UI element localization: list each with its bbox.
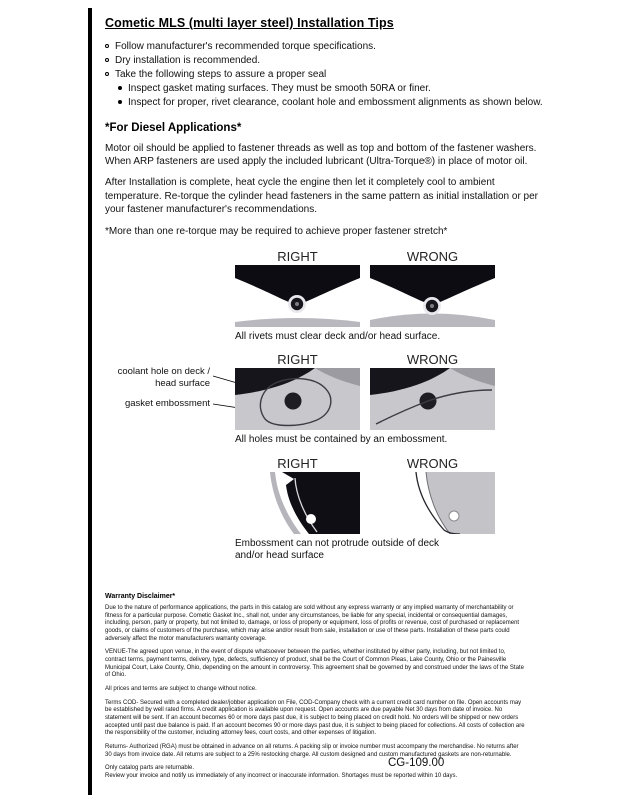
- warranty-paragraph: Only catalog parts are returnable.: [105, 765, 195, 772]
- rivet-right-diagram: [235, 265, 360, 327]
- warranty-paragraph: Returns- Authorized (RGA) must be obtained in advance on all returns. A packing slip or invoice number must accompany the merchandise. No returns after 30 days from invoice date. All returns are subject to a 25% restocking charge. All custom designed and custom manufactured gaskets are non-returnable.: [105, 744, 519, 758]
- diesel-applications-heading: *For Diesel Applications*: [105, 122, 242, 134]
- right-label: RIGHT: [277, 248, 318, 264]
- diagram-row2-panels: [105, 368, 530, 430]
- tip-text: Dry installation is recommended.: [115, 55, 261, 66]
- warranty-paragraph: VENUE-The agreed upon venue, in the event of dispute whatsoever between the parties, whether instituted by either party, including, but not limited to, contract terms, payment terms, delivery, type, defects, sufficiency of product, shall be the Court of Common Pleas, Lake County, Ohio or the Painesville Municipal Court, Lake County, Ohio, depending on the amount in controversy. This agreement shall be governed by and construed under the laws of the State of Ohio.: [105, 649, 524, 679]
- tip-text: Take the following steps to assure a proper seal: [115, 69, 327, 80]
- warranty-section: [105, 593, 525, 781]
- tip-text: Inspect for proper, rivet clearance, coolant hole and embossment alignments as shown below.: [128, 97, 543, 108]
- diesel-paragraph-1: Motor oil should be applied to fastener threads as well as top and bottom of the fastener washers. When ARP fasteners are used apply the included lubricant (Ultra-Torque®) in place of motor oil.: [105, 143, 537, 168]
- open-bullet-icon: [105, 58, 109, 62]
- wrong-label: WRONG: [406, 352, 459, 368]
- open-bullet-icon: [105, 72, 109, 76]
- diagram-row1-labels: [105, 249, 530, 265]
- diagram-row1-panels: [105, 265, 530, 327]
- tip-sub-item: [118, 96, 553, 109]
- warranty-paragraph: Due to the nature of performance applications, the parts in this catalog are sold without any express warranty or any implied warranty of merchantability or fitness for a particular purpose. Cometic Gasket Inc., shall not, under any circumstances, be liable for any special, incidental or consequential damages, including, person, party or property, but not limited to, damage, or loss of property or equipment, loss of profits or revenue, cost of purchased or replacement goods, or claims of customers of the purchase, which may arise and/or result from sale, installation or use of these parts. Installation of these parts could adversely affect the motor manufacturers warranty coverage.: [105, 604, 520, 642]
- tip-text: Inspect gasket mating surfaces. They must be smooth 50RA or finer.: [128, 83, 431, 94]
- right-label: RIGHT: [277, 455, 318, 471]
- rivet-wrong-diagram: [370, 265, 495, 327]
- diagram-row3-panels: [105, 472, 530, 534]
- wrong-label: WRONG: [406, 248, 459, 264]
- warranty-paragraph: All prices and terms are subject to change without notice.: [105, 685, 257, 692]
- diagram-section: [105, 249, 530, 563]
- diesel-paragraph-2: After Installation is complete, heat cycle the engine then let it completely cool to ambient temperature. Re-torque the cylinder head fasteners in the same pattern as initial installation or per your fastener manufacturer's recommendations.: [105, 177, 539, 215]
- left-border-rule: [88, 8, 92, 795]
- diagram-row2-caption: All holes must be contained by an embossment.: [235, 434, 448, 446]
- filled-bullet-icon: [118, 100, 122, 104]
- embossment-right-diagram: [235, 472, 360, 534]
- diagram-row1-caption: All rivets must clear deck and/or head surface.: [235, 330, 441, 342]
- tip-text: Follow manufacturer's recommended torque specifications.: [115, 41, 376, 52]
- tip-item: [105, 40, 553, 53]
- open-bullet-icon: [105, 44, 109, 48]
- diagram-row3-caption: Embossment can not protrude outside of deck and/or head surface: [235, 537, 440, 562]
- page-code: CG-109.00: [388, 757, 445, 769]
- coolant-hole-right-diagram: [235, 368, 360, 430]
- right-label: RIGHT: [277, 352, 318, 368]
- page-content: [105, 16, 553, 787]
- warranty-paragraph: Terms COD- Secured with a completed dealer/jobber application on File, COD-Company check with a current credit card number on file. Open accounts may be established by well rated firms. A credit application is available upon request. Open accounts are due payable Net 30 days from date of invoice. No statement will be sent. If an account becomes 60 or more days past due, it is subject to being placed on credit hold. No orders will be shipped or new orders accepted until past due balance is paid. If an account becomes 90 or more days past due, it is subject to being placed for collections. All costs of collection are the responsibility of the customer, including attorney fees, court costs, and other expenses of litigation.: [105, 699, 525, 737]
- diagram-row3-labels: [105, 456, 530, 472]
- warranty-heading: Warranty Disclaimer*: [105, 592, 176, 600]
- page-title: Cometic MLS (multi layer steel) Installation Tips: [105, 16, 394, 30]
- tip-sub-item: [118, 82, 553, 95]
- embossment-wrong-diagram: [370, 472, 495, 534]
- gasket-embossment-annotation: gasket embossment: [124, 398, 210, 410]
- tip-item: [105, 68, 553, 81]
- tip-item: [105, 54, 553, 67]
- wrong-label: WRONG: [406, 455, 459, 471]
- coolant-hole-annotation: coolant hole on deck / head surface: [117, 366, 210, 389]
- filled-bullet-icon: [118, 86, 122, 90]
- warranty-paragraph: Review your invoice and notify us immediately of any incorrect or inaccurate information. Shortages must be reported within 10 days.: [105, 773, 458, 780]
- coolant-hole-wrong-diagram: [370, 368, 495, 430]
- retorque-note: *More than one re-torque may be required to achieve proper fastener stretch*: [105, 225, 448, 237]
